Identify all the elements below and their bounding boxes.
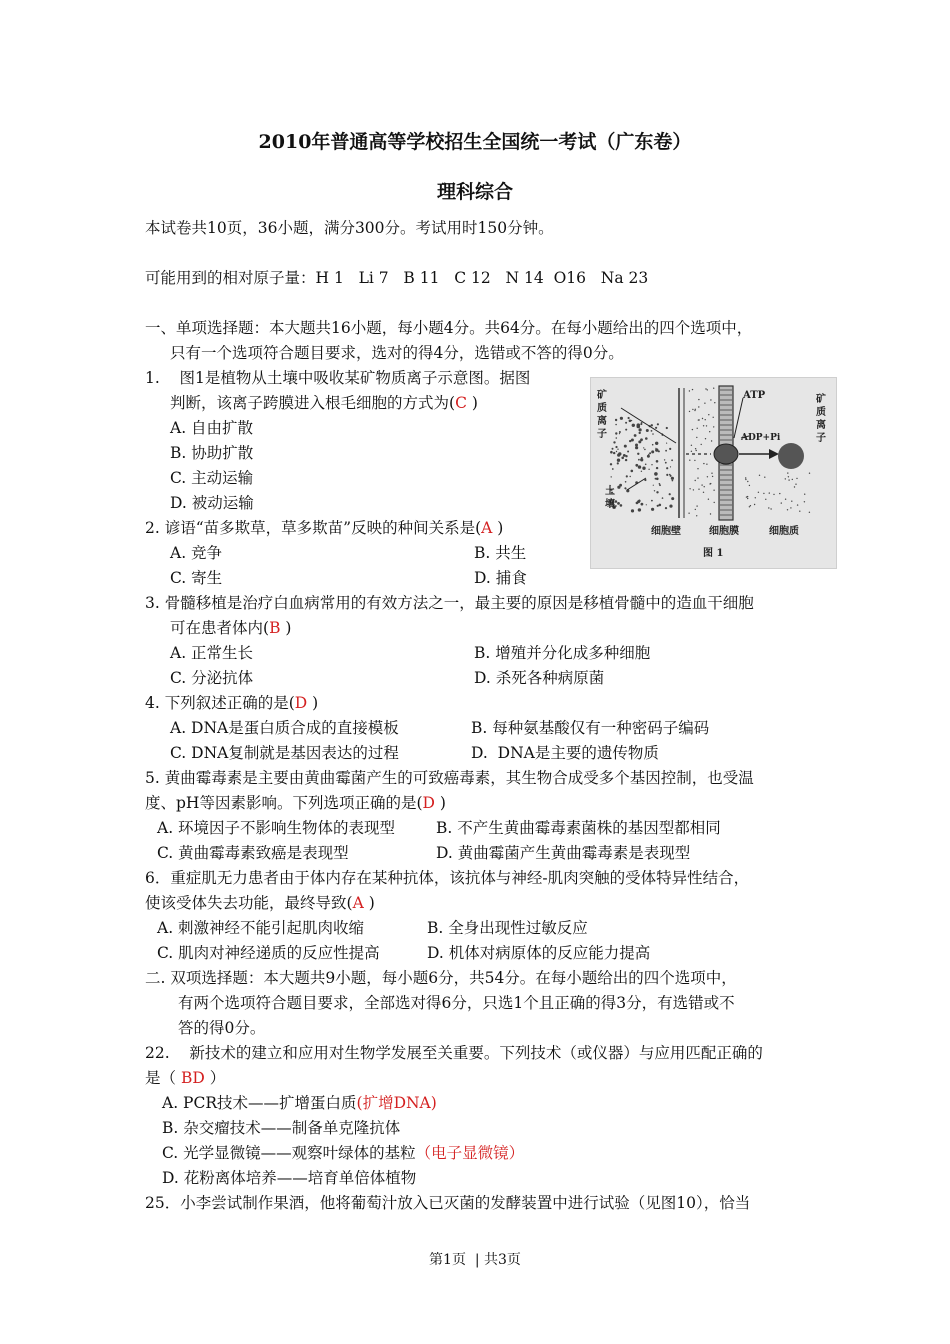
- section1-heading-cont: 只有一个选项符合题目要求，选对的得4分，选错或不答的得0分。: [170, 344, 624, 362]
- exam-info: 本试卷共10页，36小题，满分300分。考试用时150分钟。: [145, 219, 554, 237]
- q1-option-c: C. 主动运输: [170, 469, 254, 487]
- fig-label-soil-2: 壤: [605, 499, 615, 510]
- q6-option-a: A. 刺激神经不能引起肌肉收缩: [157, 919, 365, 937]
- q4-option-a: A. DNA是蛋白质合成的直接模板: [170, 719, 399, 737]
- q6-option-d: D. 机体对病原体的反应能力提高: [427, 944, 651, 962]
- fig-label-mineral-right-4: 子: [816, 433, 826, 444]
- q5-answer: D: [422, 794, 435, 812]
- figure-1: [590, 377, 837, 569]
- q3-stem: 3. 骨髓移植是治疗白血病常用的有效方法之一，最主要的原因是移植骨髓中的造血干细胞: [145, 594, 754, 612]
- q1-option-d: D. 被动运输: [170, 494, 254, 512]
- q1-answer: C: [455, 394, 467, 412]
- q3-option-a: A. 正常生长: [170, 644, 254, 662]
- q2-option-d: D. 捕食: [474, 569, 527, 587]
- q5-option-b: B. 不产生黄曲霉毒素菌株的基因型都相同: [436, 819, 721, 837]
- fig-label-atp: ATP: [743, 390, 766, 401]
- q22-stem-cont: 是（ BD ）: [145, 1069, 226, 1087]
- q4-option-b: B. 每种氨基酸仅有一种密码子编码: [471, 719, 710, 737]
- section2-heading: 二. 双项选择题：本大题共9小题，每小题6分，共54分。在每小题给出的四个选项中，: [145, 969, 737, 987]
- q5-stem-cont: 度、pH等因素影响。下列选项正确的是(D ): [145, 794, 446, 812]
- q1-stem: 1. 图1是植物从土壤中吸收某矿物质离子示意图。据图: [145, 369, 531, 387]
- q6-option-b: B. 全身出现性过敏反应: [427, 919, 588, 937]
- fig-label-mineral-left-4: 子: [597, 429, 607, 440]
- fig-label-cell-membrane: 细胞膜: [709, 526, 739, 537]
- q22-option-c: C. 光学显微镜——观察叶绿体的基粒（电子显微镜）: [162, 1144, 525, 1162]
- q3-answer: B: [269, 619, 281, 637]
- q22-option-a-note: (扩增DNA): [356, 1094, 437, 1112]
- q1-stem-cont: 判断，该离子跨膜进入根毛细胞的方式为(C ): [170, 394, 478, 412]
- q22-option-d: D. 花粉离体培养——培育单倍体植物: [162, 1169, 417, 1187]
- q4-option-d: D. DNA是主要的遗传物质: [471, 744, 659, 762]
- q3-option-c: C. 分泌抗体: [170, 669, 254, 687]
- q5-option-a: A. 环境因子不影响生物体的表现型: [157, 819, 396, 837]
- q6-stem-cont: 使该受体失去功能，最终导致(A ): [145, 894, 375, 912]
- atomic-mass-line: 可能用到的相对原子量：H 1 Li 7 B 11 C 12 N 14 O16 Na 23: [145, 269, 649, 287]
- q5-option-c: C. 黄曲霉毒素致癌是表现型: [157, 844, 349, 862]
- q2-option-b: B. 共生: [474, 544, 527, 562]
- fig-label-mineral-left-2: 质: [597, 403, 607, 414]
- fig-label-mineral-right-1: 矿: [816, 394, 826, 405]
- q5-option-d: D. 黄曲霉菌产生黄曲霉毒素是表现型: [436, 844, 691, 862]
- q3-stem-cont: 可在患者体内(B ): [170, 619, 292, 637]
- q3-option-d: D. 杀死各种病原菌: [474, 669, 605, 687]
- fig-label-mineral-right-3: 离: [816, 420, 826, 431]
- page-footer: 第1页 | 共3页: [429, 1252, 521, 1268]
- fig-label-adp: ADP+Pi: [741, 433, 781, 443]
- fig-label-soil-1: 土: [605, 486, 615, 497]
- q22-answer: BD: [180, 1069, 205, 1087]
- q2-option-a: A. 竞争: [170, 544, 223, 562]
- q4-answer: D: [294, 694, 308, 712]
- fig-label-mineral-left-1: 矿: [597, 390, 607, 401]
- q5-stem: 5. 黄曲霉毒素是主要由黄曲霉菌产生的可致癌毒素，其生物合成受多个基因控制，也受温: [145, 769, 754, 787]
- q2-option-c: C. 寄生: [170, 569, 223, 587]
- q1-option-b: B. 协助扩散: [170, 444, 254, 462]
- q22-option-b: B. 杂交瘤技术——制备单克隆抗体: [162, 1119, 401, 1137]
- q6-stem: 6．重症肌无力患者由于体内存在某种抗体，该抗体与神经-肌肉突触的受体特异性结合，: [145, 869, 750, 887]
- q25-stem: 25．小李尝试制作果酒，他将葡萄汁放入已灭菌的发酵装置中进行试验（见图10），恰当: [145, 1194, 751, 1212]
- q22-stem: 22. 新技术的建立和应用对生物学发展至关重要。下列技术（或仪器）与应用匹配正确的: [145, 1044, 763, 1062]
- page-title: 2010年普通高等学校招生全国统一考试（广东卷）: [258, 131, 692, 153]
- q6-option-c: C. 肌肉对神经递质的反应性提高: [157, 944, 380, 962]
- q4-stem: 4. 下列叙述正确的是(D ): [145, 694, 319, 712]
- fig-caption: 图 1: [703, 548, 724, 559]
- page-subtitle: 理科综合: [436, 181, 513, 203]
- q22-option-c-note: （电子显微镜）: [415, 1144, 525, 1162]
- q1-option-a: A. 自由扩散: [170, 419, 254, 437]
- section2-heading-cont2: 答的得0分。: [178, 1019, 266, 1037]
- q2-stem: 2. 谚语“苗多欺草，草多欺苗”反映的种间关系是(A ): [145, 519, 504, 537]
- fig-label-cytoplasm: 细胞质: [769, 526, 799, 537]
- figure-1-diagram: [591, 378, 836, 568]
- section2-heading-cont: 有两个选项符合题目要求，全部选对得6分，只选1个且正确的得3分，有选错或不: [178, 994, 735, 1012]
- fig-label-mineral-right-2: 质: [816, 407, 826, 418]
- q4-option-c: C. DNA复制就是基因表达的过程: [170, 744, 399, 762]
- fig-label-cell-wall: 细胞壁: [651, 526, 681, 537]
- q3-option-b: B. 增殖并分化成多种细胞: [474, 644, 651, 662]
- fig-label-mineral-left-3: 离: [597, 416, 607, 427]
- q22-option-a: A. PCR技术——扩增蛋白质(扩增DNA): [162, 1094, 437, 1112]
- q6-answer: A: [352, 894, 364, 912]
- q2-answer: A: [481, 519, 493, 537]
- section1-heading: 一、单项选择题：本大题共16小题，每小题4分。共64分。在每小题给出的四个选项中，: [145, 319, 753, 337]
